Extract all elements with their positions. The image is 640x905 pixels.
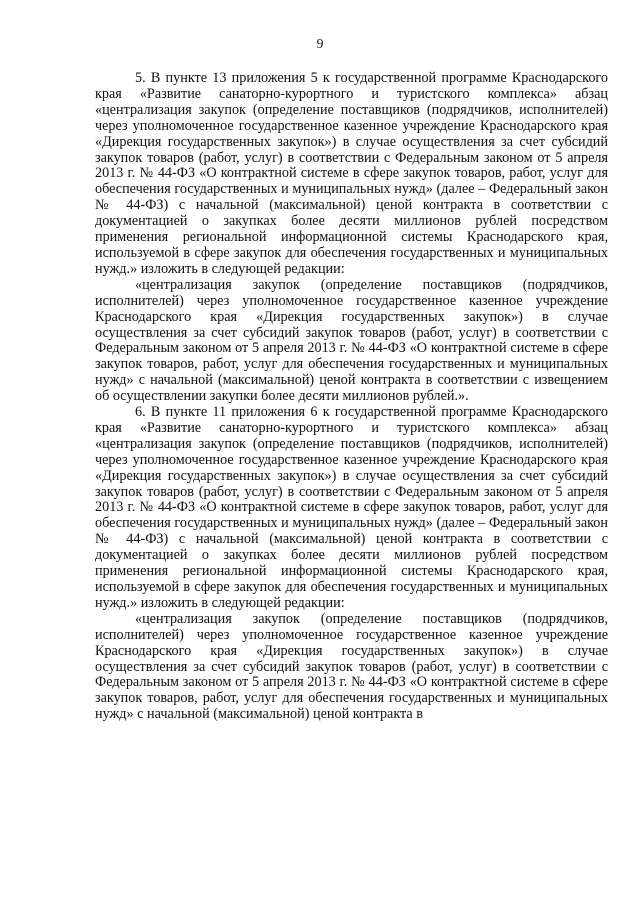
- page-number: 9: [316, 36, 324, 51]
- paragraph-item-6-new-wording: «централизация закупок (определение поставщиков (подрядчиков, исполнителей) через уполномоченное государственное казенное учреждение Краснодарского края «Дирекция государственных закупок») в случае осуществления за счет субсидий закупок товаров (работ, услуг) в соответствии с Федеральным законом от 5 апреля 2013 г. № 44-ФЗ «О контрактной системе в сфере закупок товаров, работ, услуг для обеспечения государственных и муниципальных нужд» с начальной (максимальной) ценой контракта в: [95, 610, 608, 723]
- paragraph-item-5: 5. В пункте 13 приложения 5 к государственной программе Краснодарского края «Развитие санаторно-курортного и туристского комплекса» абзац «централизация закупок (определение поставщиков (подрядчиков, исполнителей) через уполномоченное государственное казенное учреждение Краснодарского края «Дирекция государственных закупок») в случае осуществления за счет субсидий закупок товаров (работ, услуг) в соответствии с Федеральным законом от 5 апреля 2013 г. № 44-ФЗ «О контрактной системе в сфере закупок товаров, работ, услуг для обеспечения государственных и муниципальных нужд» (далее – Федеральный закон № 44-ФЗ) с начальной (максимальной) ценой контракта в соответствии с документацией о закупках более десяти миллионов рублей посредством применения региональной информационной системы Краснодарского края, используемой в сфере закупок для обеспечения государственных и муниципальных нужд.» изложить в следующей редакции:: [95, 70, 608, 277]
- document-body: [95, 71, 608, 723]
- paragraph-item-5-new-wording: «централизация закупок (определение поставщиков (подрядчиков, исполнителей) через уполномоченное государственное казенное учреждение Краснодарского края «Дирекция государственных закупок») в случае осуществления за счет субсидий закупок товаров (работ, услуг) в соответствии с Федеральным законом от 5 апреля 2013 г. № 44-ФЗ «О контрактной системе в сфере закупок товаров, работ, услуг для обеспечения государственных и муниципальных нужд» с начальной (максимальной) ценой контракта в соответствии с извещением об осуществлении закупки более десяти миллионов рублей.».: [95, 276, 608, 405]
- paragraph-item-6: 6. В пункте 11 приложения 6 к государственной программе Краснодарского края «Развитие санаторно-курортного и туристского комплекса» абзац «централизация закупок (определение поставщиков (подрядчиков, исполнителей) через уполномоченное государственное казенное учреждение Краснодарского края «Дирекция государственных закупок») в случае осуществления за счет субсидий закупок товаров (работ, услуг) в соответствии с Федеральным законом от 5 апреля 2013 г. № 44-ФЗ «О контрактной системе в сфере закупок товаров, работ, услуг для обеспечения государственных и муниципальных нужд» (далее – Федеральный закон № 44-ФЗ) с начальной (максимальной) ценой контракта в соответствии с документацией о закупках более десяти миллионов рублей посредством применения региональной информационной системы Краснодарского края, используемой в сфере закупок для обеспечения государственных и муниципальных нужд.» изложить в следующей редакции:: [95, 404, 608, 611]
